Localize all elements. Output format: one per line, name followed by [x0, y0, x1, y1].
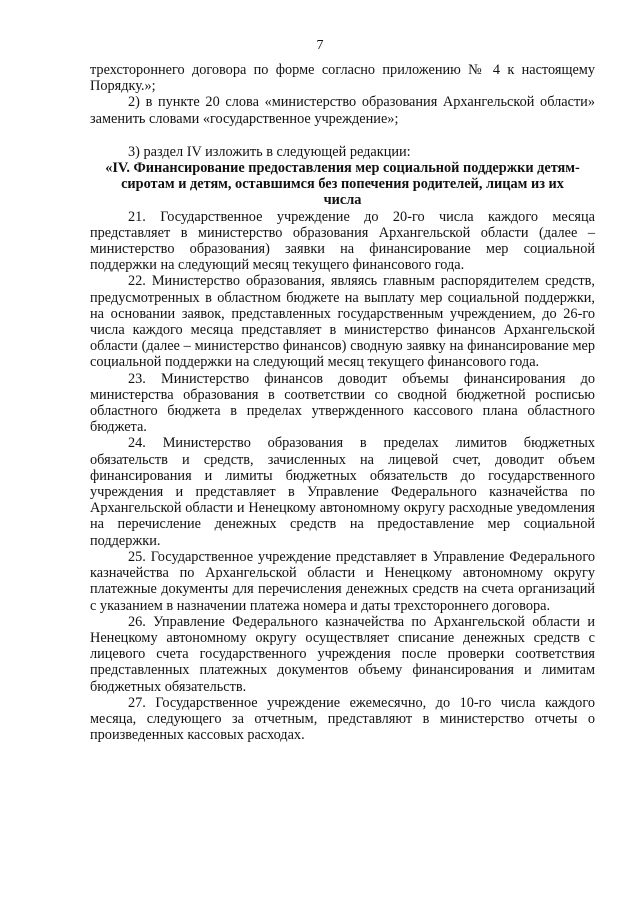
paragraph-25: 25. Государственное учреждение представляет в Управление Федерального казначейства по Архангельской области и Ненецкому автономному округу платежные документы для перечисления денежных средств на счета организаций с указанием в назначении платежа номера и даты трехстороннего договора.: [90, 548, 595, 614]
paragraph-item-3: 3) раздел IV изложить в следующей редакции:: [128, 143, 411, 160]
paragraph-24: 24. Министерство образования в пределах лимитов бюджетных обязательств и средств, зачисленных на лицевой счет, доводит объем финансирования и лимиты бюджетных обязательств до государственного учреждения и представляет в Управление Федерального казначейства по Архангельской области и Ненецкому автономному округу расходные уведомления на перечисление денежных средств на предоставление мер социальной поддержки.: [90, 435, 595, 549]
document-body: [90, 62, 595, 743]
paragraph-23: 23. Министерство финансов доводит объемы финансирования до министерства образования в соответствии со сводной бюджетной росписью областного бюджета в пределах утвержденного кассового плана областного бюджета.: [90, 370, 595, 436]
paragraph-27: 27. Государственное учреждение ежемесячно, до 10-го числа каждого месяца, следующего за отчетным, представляют в министерство отчеты о произведенных кассовых расходах.: [90, 694, 595, 744]
paragraph-item-2: 2) в пункте 20 слова «министерство образования Архангельской области» заменить словами «государственное учреждение»;: [90, 94, 595, 127]
paragraph-26: 26. Управление Федерального казначейства по Архангельской области и Ненецкому автономному округу осуществляет списание денежных средств с лицевого счета государственного учреждения после проверки соответствия представленных платежных документов объему финансирования и лимитам бюджетных обязательств.: [90, 613, 595, 695]
section-heading: «IV. Финансирование предоставления мер социальной поддержки детям-сиротам и детям, оставшимся без попечения родителей, лицам из их числа: [105, 160, 580, 209]
page-number: 7: [316, 38, 324, 53]
paragraph-21: 21. Государственное учреждение до 20-го числа каждого месяца представляет в министерство образования Архангельской области (далее – министерство образования) заявки на финансирование мер социальной поддержки на следующий месяц текущего финансового года.: [90, 208, 595, 274]
paragraph-intro-continuation: трехстороннего договора по форме согласно приложению № 4 к настоящему Порядку.»;: [90, 62, 595, 95]
paragraph-22: 22. Министерство образования, являясь главным распорядителем средств, предусмотренных в областном бюджете на выплату мер социальной поддержки, на основании заявок, представленных государственным учреждением, до 26-го числа каждого месяца представляет в министерство финансов Архангельской области (далее – министерство финансов) сводную заявку на финансирование мер социальной поддержки на следующий месяц текущего финансового года.: [90, 273, 595, 371]
